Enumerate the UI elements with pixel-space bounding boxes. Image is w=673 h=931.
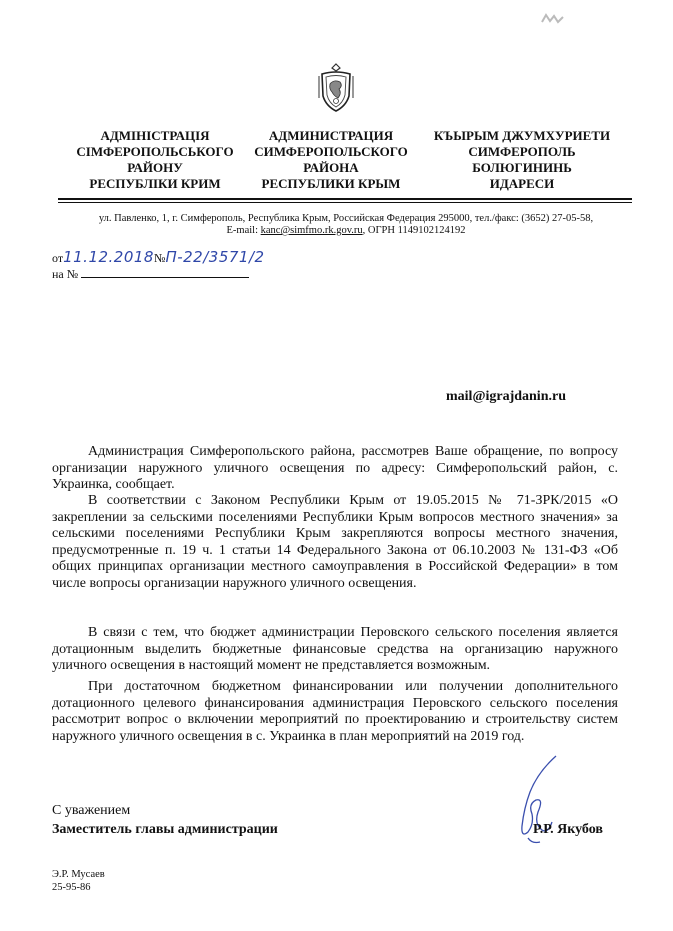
header-russian-line: СИМФЕРОПОЛЬСКОГО [254, 144, 408, 159]
recipient-email: mail@igrajdanin.ru [446, 389, 566, 404]
header-crimean-tatar-line: СИМФЕРОПОЛЬ [468, 144, 576, 159]
header-russian-line: АДМИНИСТРАЦИЯ [268, 128, 394, 143]
scan-artifact [540, 12, 566, 26]
body-paragraph [52, 679, 618, 745]
handwritten-date: 11.12.2018 [63, 248, 154, 266]
body-paragraph [52, 444, 618, 494]
signer-name: Р.Р. Якубов [533, 822, 603, 837]
header-ukrainian-line: АДМІНІСТРАЦІЯ [100, 128, 210, 143]
email-link[interactable]: kanc@simfmo.rk.gov.ru [260, 225, 363, 236]
header-ukrainian-line: РЕСПУБЛІКИ КРИМ [89, 176, 221, 191]
header-divider-thin [58, 202, 632, 203]
on-number-label: на № [52, 267, 79, 281]
paragraph-text: В связи с тем, что бюджет администрации Перовского сельского поселения является дотационным выделить бюджетные финансовые средства на организацию наружного уличного освещения в настоящий момент не представляется возможным. [52, 625, 618, 673]
handwritten-number: П-22/3571/2 [165, 248, 265, 266]
header-crimean-tatar-line: КЪЫРЫМ ДЖУМХУРИЕТИ [433, 128, 611, 143]
incoming-number-blank [81, 266, 249, 278]
executor-phone: 25-95-86 [52, 882, 91, 893]
paragraph-text: Администрация Симферопольского района, рассмотрев Ваше обращение, по вопросу организации наружного уличного освещения по адресу: Симферопольский район, с. Украинка, сообщает. [52, 444, 618, 492]
crimea-coat-of-arms-icon [316, 62, 356, 114]
header-russian-line: РАЙОНА [303, 160, 359, 175]
contact-line [60, 224, 632, 237]
address-line: ул. Павленко, 1, г. Симферополь, Республика Крым, Российская Федерация 295000, тел./факс: (3652) 27-05-58, [98, 213, 594, 224]
signer-position: Заместитель главы администрации [52, 822, 278, 837]
header-crimean-tatar-line: ИДАРЕСИ [489, 176, 555, 191]
header-ukrainian [60, 128, 250, 192]
incoming-reference [52, 266, 249, 282]
header-russian [236, 128, 426, 192]
header-ukrainian-line: СІМФЕРОПОЛЬСЬКОГО [76, 144, 234, 159]
number-label: № [153, 251, 166, 265]
from-label: от [52, 251, 64, 265]
executor-name: Э.Р. Мусаев [52, 869, 105, 880]
body-paragraph [52, 625, 618, 675]
ogrn-text: , ОГРН 1149102124192 [362, 225, 466, 236]
paragraph-text: При достаточном бюджетном финансировании или получении дополнительного дотационного целевого финансирования администрация Перовского сельского поселения рассмотрит вопрос о включении мероприятий по проектированию и строительству систем наружного уличного освещения в с. Украинка в план мероприятий на 2019 год. [52, 679, 618, 744]
header-russian-line: РЕСПУБЛИКИ КРЫМ [261, 176, 401, 191]
header-ukrainian-line: РАЙОНУ [127, 160, 183, 175]
header-crimean-tatar-line: БОЛЮГИНИНЬ [472, 160, 572, 175]
header-divider-thick [58, 198, 632, 200]
email-label: E-mail: [226, 225, 261, 236]
paragraph-text: В соответствии с Законом Республики Крым от 19.05.2015 № 71-ЗРК/2015 «О закреплении за сельскими поселениями Республики Крым вопросов местного значения» за сельскими поселениями Республики Крым закрепляются вопросы местного значения, предусмотренные п. 19 ч. 1 статьи 14 Федерального Закона от 06.10.2003 № 131-ФЗ «Об общих принципах организации местного самоуправления в Российской Федерации» в том числе вопросы организации наружного уличного освещения. [52, 493, 618, 591]
header-crimean-tatar [427, 128, 617, 192]
outgoing-reference [52, 248, 265, 266]
body-paragraph [52, 493, 618, 592]
closing-regards: С уважением [52, 803, 131, 818]
